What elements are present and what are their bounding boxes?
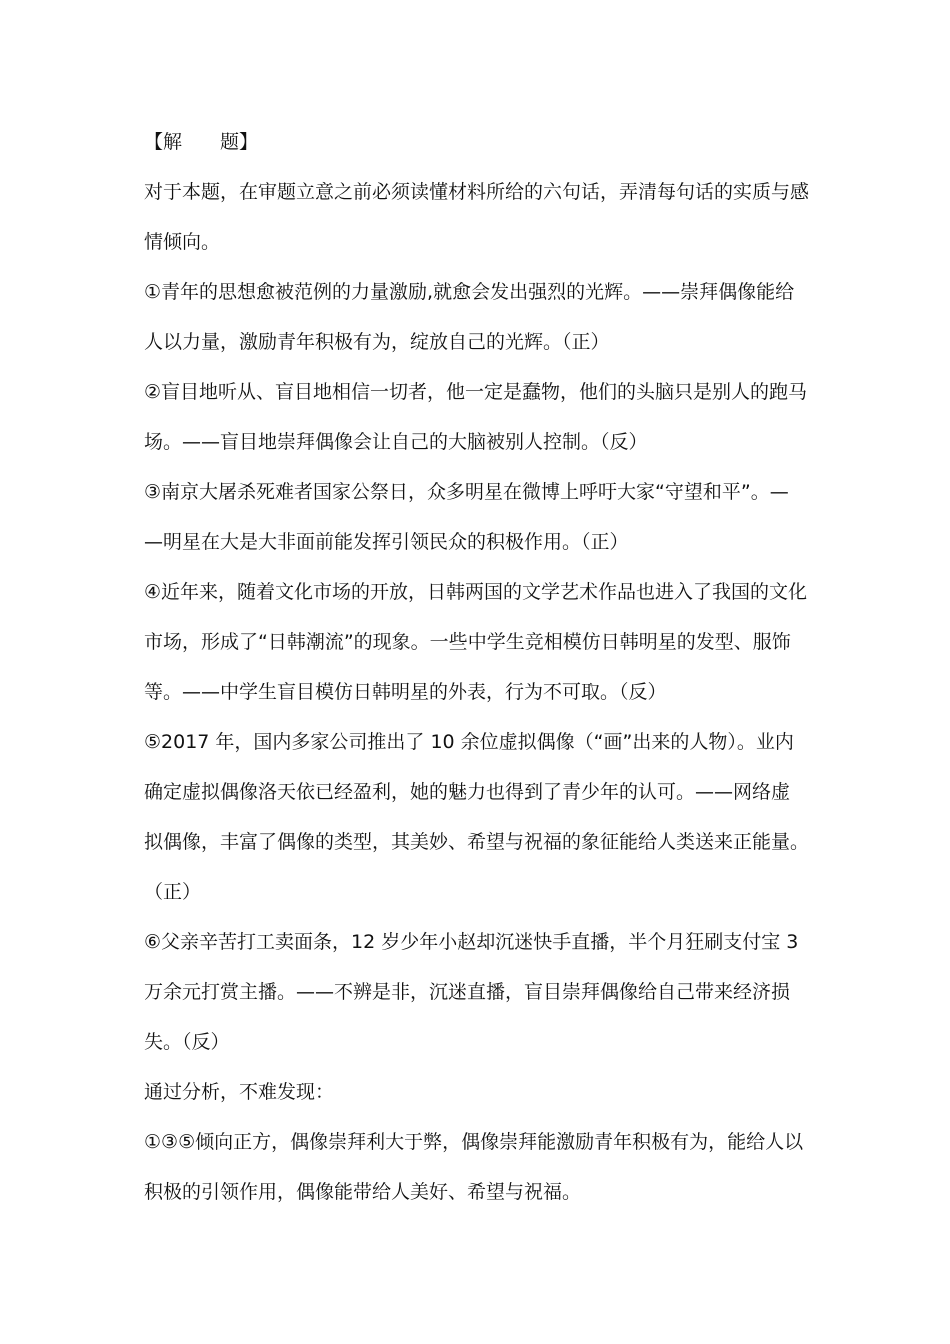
text-line: ②盲目地听从、盲目地相信一切者，他一定是蠢物，他们的头脑只是别人的跑马	[144, 381, 808, 403]
text-line: —明星在大是大非面前能发挥引领民众的积极作用。（正）	[144, 531, 629, 553]
text-line: 确定虚拟偶像洛天依已经盈利，她的魅力也得到了青少年的认可。——网络虚	[144, 781, 791, 803]
text-line: 市场，形成了“日韩潮流”的现象。一些中学生竞相模仿日韩明星的发型、服饰	[144, 631, 791, 653]
text-line: 情倾向。	[144, 231, 221, 253]
text-line: ⑥父亲辛苦打工卖面条，12 岁少年小赵却沉迷快手直播，半个月狂刷支付宝 3	[144, 931, 799, 953]
text-line: 场。——盲目地崇拜偶像会让自己的大脑被别人控制。（反）	[144, 431, 648, 453]
text-line: （正）	[144, 881, 202, 903]
text-line: 积极的引领作用，偶像能带给人美好、希望与祝福。	[144, 1181, 582, 1203]
text-line: ①③⑤倾向正方，偶像崇拜利大于弊，偶像崇拜能激励青年积极有为，能给人以	[144, 1131, 804, 1153]
text-line: 通过分析，不难发现：	[144, 1081, 335, 1103]
section-heading: 【解 题】	[144, 131, 259, 153]
text-line: 等。——中学生盲目模仿日韩明星的外表，行为不可取。（反）	[144, 681, 667, 703]
document-body	[144, 117, 812, 1217]
text-line: 万余元打赏主播。——不辨是非，沉迷直播，盲目崇拜偶像给自己带来经济损	[144, 981, 791, 1003]
text-line: 人以力量，激励青年积极有为，绽放自己的光辉。（正）	[144, 331, 610, 353]
text-line: ⑤2017 年，国内多家公司推出了 10 余位虚拟偶像（“画”出来的人物）。业内	[144, 731, 794, 753]
text-line: 拟偶像，丰富了偶像的类型，其美妙、希望与祝福的象征能给人类送来正能量。	[144, 831, 810, 853]
text-line: ③南京大屠杀死难者国家公祭日，众多明星在微博上呼吁大家“守望和平”。—	[144, 481, 789, 503]
text-line: 失。（反）	[144, 1031, 230, 1053]
text-line: ④近年来，随着文化市场的开放，日韩两国的文学艺术作品也进入了我国的文化	[144, 581, 808, 603]
text-line: 对于本题，在审题立意之前必须读懂材料所给的六句话，弄清每句话的实质与感	[144, 181, 810, 203]
text-line: ①青年的思想愈被范例的力量激励,就愈会发出强烈的光辉。——崇拜偶像能给	[144, 281, 795, 303]
